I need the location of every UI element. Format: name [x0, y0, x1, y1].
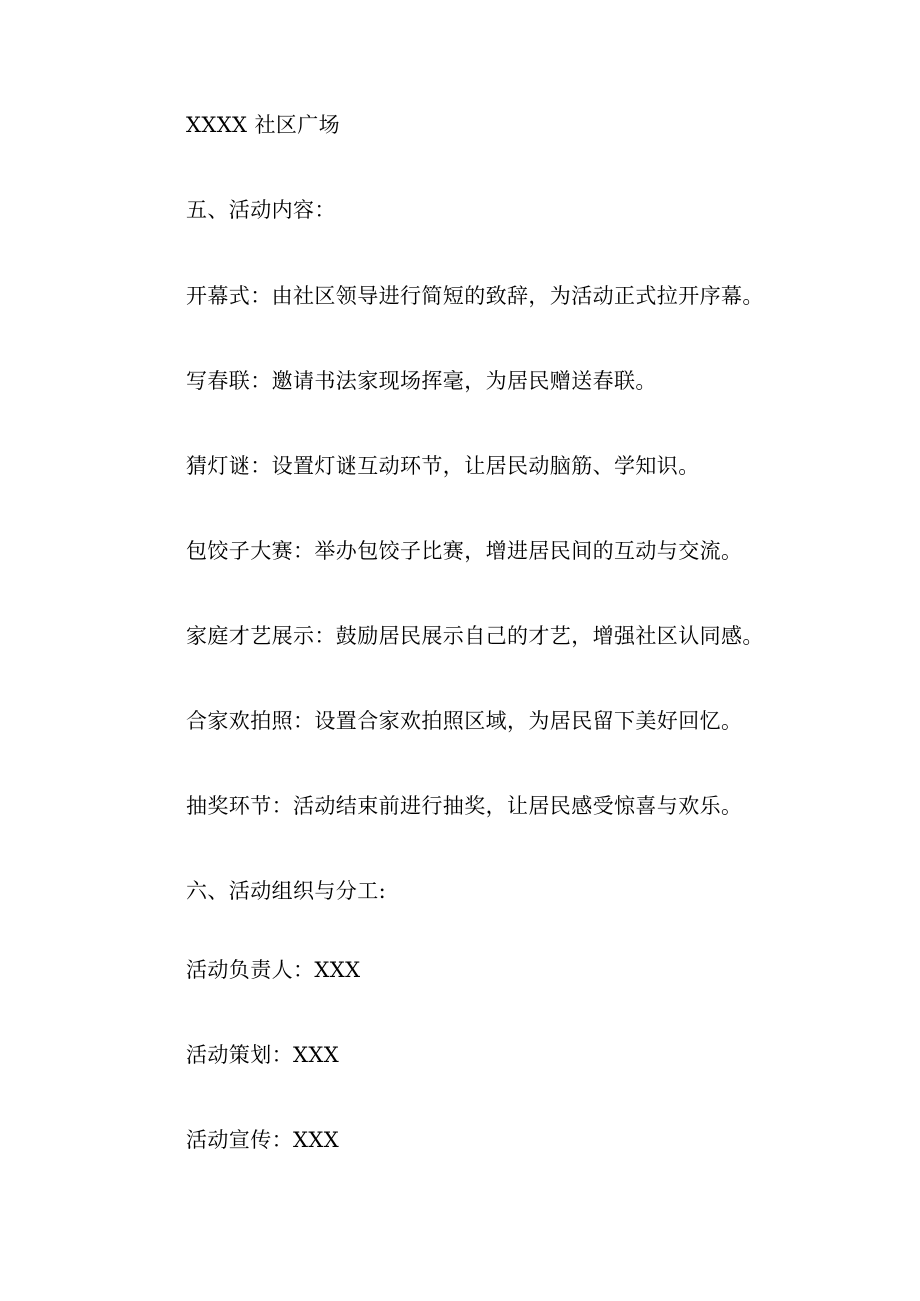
item-family-talent-show: 家庭才艺展示：鼓励居民展示自己的才艺，增强社区认同感。 [186, 624, 764, 648]
item-family-photo: 合家欢拍照：设置合家欢拍照区域，为居民留下美好回忆。 [186, 709, 743, 733]
item-opening-ceremony: 开幕式：由社区领导进行简短的致辞，为活动正式拉开序幕。 [186, 284, 764, 308]
role-publicity: 活动宣传：XXX [186, 1128, 340, 1152]
item-lantern-riddles: 猜灯谜：设置灯谜互动环节，让居民动脑筋、学知识。 [186, 454, 700, 478]
role-leader: 活动负责人：XXX [186, 958, 361, 982]
venue-line: XXXX 社区广场 [186, 113, 341, 137]
item-spring-couplets: 写春联：邀请书法家现场挥毫，为居民赠送春联。 [186, 369, 657, 393]
role-planning: 活动策划：XXX [186, 1043, 340, 1067]
section-heading-organization: 六、活动组织与分工: [186, 879, 387, 903]
section-heading-activity-content: 五、活动内容： [186, 198, 336, 222]
item-dumpling-contest: 包饺子大赛：举办包饺子比赛，增进居民间的互动与交流。 [186, 539, 743, 563]
item-lottery: 抽奖环节：活动结束前进行抽奖，让居民感受惊喜与欢乐。 [186, 794, 743, 818]
